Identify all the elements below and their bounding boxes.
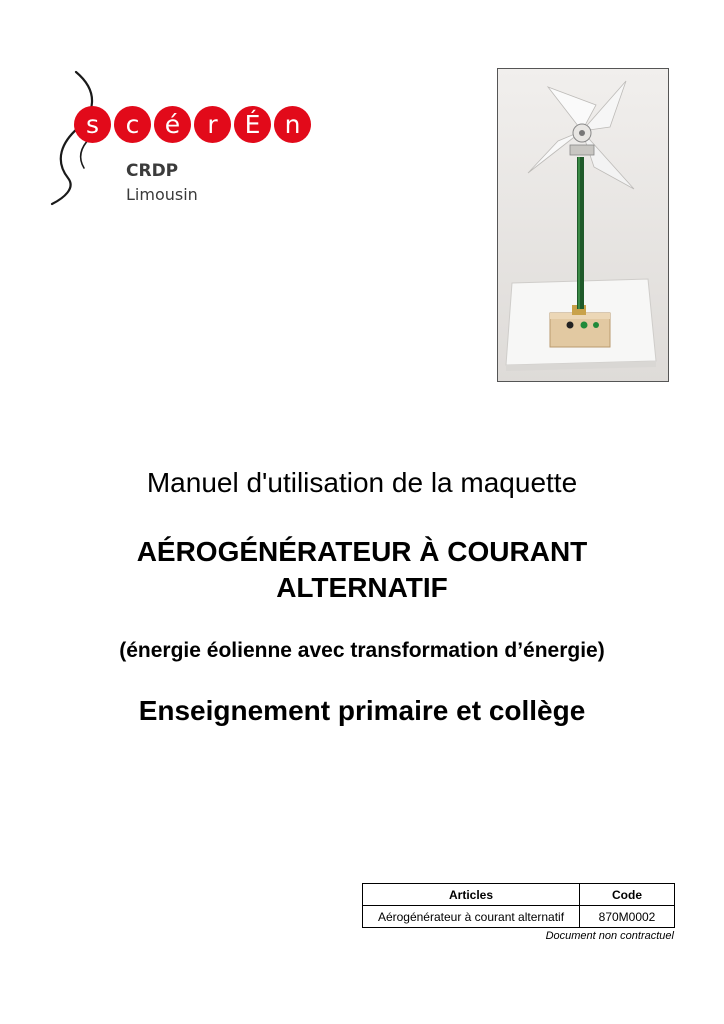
logo-letter: r	[194, 106, 231, 143]
product-subtitle: (énergie éolienne avec transformation d’énergie)	[119, 639, 605, 662]
column-header-code: Code	[580, 884, 675, 906]
cover-titles	[0, 466, 724, 728]
column-header-articles: Articles	[363, 884, 580, 906]
disclaimer-note: Document non contractuel	[545, 930, 674, 942]
logo-letter: é	[154, 106, 191, 143]
publisher-logo	[50, 68, 320, 208]
education-level: Enseignement primaire et collège	[138, 695, 586, 726]
article-name-cell: Aérogénérateur à courant alternatif	[363, 906, 580, 928]
product-name: AÉROGÉNÉRATEUR À COURANT ALTERNATIF	[136, 536, 588, 603]
wind-turbine-model-icon	[498, 69, 669, 382]
articles-table	[362, 883, 675, 928]
logo-letter: c	[114, 106, 151, 143]
logo-wordmark	[74, 106, 311, 143]
logo-letter: s	[74, 106, 111, 143]
logo-letter: É	[234, 106, 271, 143]
logo-region-name: Limousin	[126, 185, 198, 204]
product-photo	[497, 68, 669, 382]
article-code-cell: 870M0002	[580, 906, 675, 928]
manual-title: Manuel d'utilisation de la maquette	[146, 467, 578, 498]
table-header-row	[363, 884, 675, 906]
logo-letter: n	[274, 106, 311, 143]
logo-org-name: CRDP	[126, 161, 179, 181]
table-row	[363, 906, 675, 928]
